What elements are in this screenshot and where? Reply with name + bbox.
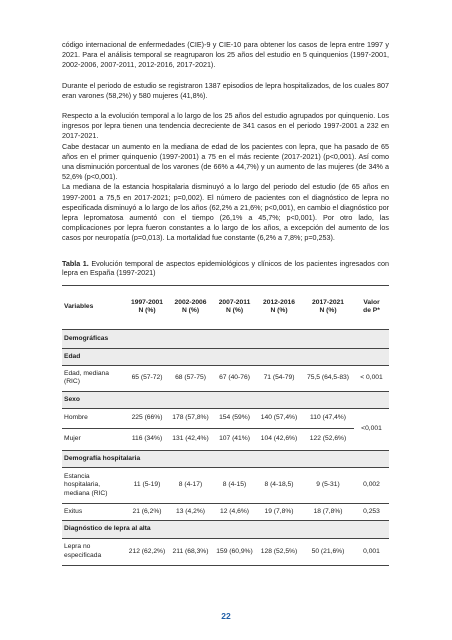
cell: 19 (7,8%) xyxy=(264,507,294,515)
row-label: Mujer xyxy=(64,435,81,443)
paragraph: Cabe destacar un aumento en la mediana de edad de los pacientes con lepra, que ha pasado de 65 años en el primer quinquenio (1997-2001) a 75 en el más reciente (2017-2021) (p<0,001). Así como una disminución porcentual de los varones (de 66% a 44,7%) y un aumento de las mujeres (de 34% a 52,6% (p<0,001). xyxy=(62,141,389,182)
p-value: 0,002 xyxy=(363,481,380,489)
section-row xyxy=(62,329,389,348)
cell: 110 (47,4%) xyxy=(310,414,346,422)
cell: 225 (66%) xyxy=(131,414,163,422)
cell: 67 (40-76) xyxy=(219,374,250,382)
section-edad: Edad xyxy=(62,348,389,365)
page-content xyxy=(62,40,389,566)
results-table xyxy=(62,285,389,566)
table-row xyxy=(62,428,389,450)
p-value: <0,001 xyxy=(361,425,382,433)
cell: 104 (42,6%) xyxy=(260,435,298,443)
paragraph: La mediana de la estancia hospitalaria disminuyó a lo largo del periodo del estudio (de 65 años en 1997-2001 a 75,5 en 2017-2021; p=0,002). El número de pacientes con el diagnóstico de lepra no especificada disminuyó a lo largo de los años (62,2% a 21,6%; p<0,001), en cambio el diagnóstico por lepra lepromatosa aumentó con el tiempo (26,1% a 45,7%; p<0,001). Por otro lado, las complicaciones por lepra fueron constantes a lo largo de los años, a excepción del aumento de los casos por neuropatía (p=0,013). La mortalidad fue constante (6,2% a 7,8%; p=0,253). xyxy=(62,182,389,243)
cell: 8 (4-15) xyxy=(222,481,247,489)
table-row xyxy=(62,538,389,565)
table-caption-text: Evolución temporal de aspectos epidemiológicos y clínicos de los pacientes ingresados con lepra en España (1997-2021) xyxy=(62,258,389,278)
cell: 11 (5-19) xyxy=(133,481,161,489)
table-row xyxy=(62,467,389,503)
row-label: Exitus xyxy=(64,507,83,515)
table-row xyxy=(62,365,389,391)
cell: 75,5 (64,5-83) xyxy=(306,374,349,382)
cell: 131 (42,4%) xyxy=(172,435,209,443)
table-row xyxy=(62,408,389,428)
header-2002-2006: 2002-2006 N (%) xyxy=(174,298,207,315)
cell: 13 (4,2%) xyxy=(176,507,205,515)
header-2017-2021: 2017-2021 N (%) xyxy=(312,298,344,315)
cell: 21 (6,2%) xyxy=(132,507,162,515)
section-row xyxy=(62,450,389,467)
section-diagnostico: Diagnóstico de lepra al alta xyxy=(62,520,389,538)
header-2007-2011: 2007-2011 N (%) xyxy=(218,298,251,315)
cell: 211 (68,3%) xyxy=(172,547,209,555)
table-caption-label: Tabla 1. xyxy=(62,258,89,268)
section-row xyxy=(62,520,389,538)
cell: 107 (41%) xyxy=(219,435,250,443)
paragraph: código internacional de enfermedades (CIE)-9 y CIE-10 para obtener los casos de lepra entre 1997 y 2021. Para el análisis temporal se reagruparon los 25 años del estudio en 5 quinquenios (1997-2001, 2002-2006, 2007-2011, 2012-2016, 2017-2021). xyxy=(62,40,389,70)
cell: 116 (34%) xyxy=(131,435,163,443)
cell: 8 (4-18,5) xyxy=(264,481,294,489)
cell: 159 (60,9%) xyxy=(216,547,253,555)
table-row xyxy=(62,503,389,520)
table-header-row xyxy=(62,285,389,329)
page-number: 22 xyxy=(221,611,231,621)
p-value: 0,253 xyxy=(363,507,380,515)
row-label: Estancia hospitalaria, mediana (RIC) xyxy=(64,472,108,497)
cell: 18 (7,8%) xyxy=(313,507,343,515)
cell: 71 (54-79) xyxy=(263,374,295,382)
row-label: Edad, mediana (RIC) xyxy=(64,369,109,386)
cell: 212 (62,2%) xyxy=(128,547,166,555)
cell: 154 (59%) xyxy=(219,414,250,422)
header-p-value: Valor de P* xyxy=(363,298,380,315)
header-1997-2001: 1997-2001 N (%) xyxy=(131,298,163,315)
p-value: 0,001 xyxy=(363,547,380,555)
cell: 178 (57,8%) xyxy=(172,414,209,422)
cell: 65 (57-72) xyxy=(131,374,163,382)
section-row xyxy=(62,348,389,365)
cell: 128 (52,5%) xyxy=(260,547,298,555)
paragraph: Respecto a la evolución temporal a lo largo de los 25 años del estudio agrupados por quinquenio. Los ingresos por lepra tienen una tendencia decreciente de 341 casos en el periodo 1997-2001 a 232 en 2017-2021. xyxy=(62,111,389,141)
paragraph: Durante el periodo de estudio se registraron 1387 episodios de lepra hospitalizados, de los cuales 807 eran varones (58,2%) y 580 mujeres (41,8%). xyxy=(62,80,389,100)
cell: 122 (52,6%) xyxy=(309,435,347,443)
table-caption xyxy=(62,259,389,278)
header-variables: Variables xyxy=(64,303,94,311)
row-label: Hombre xyxy=(64,414,88,422)
section-demografia-hospitalaria: Demografía hospitalaria xyxy=(62,450,389,467)
cell: 50 (21,6%) xyxy=(311,547,345,555)
cell: 9 (5-31) xyxy=(316,481,340,489)
cell: 8 (4-17) xyxy=(178,481,203,489)
section-row xyxy=(62,391,389,408)
cell: 140 (57,4%) xyxy=(260,414,298,422)
cell: 68 (57-75) xyxy=(175,374,206,382)
header-2012-2016: 2012-2016 N (%) xyxy=(263,298,295,315)
cell: 12 (4,6%) xyxy=(220,507,249,515)
section-sexo: Sexo xyxy=(62,391,389,408)
section-demograficas: Demográficas xyxy=(62,329,389,348)
row-label: Lepra no especificada xyxy=(64,543,102,559)
p-value: < 0,001 xyxy=(360,374,383,382)
